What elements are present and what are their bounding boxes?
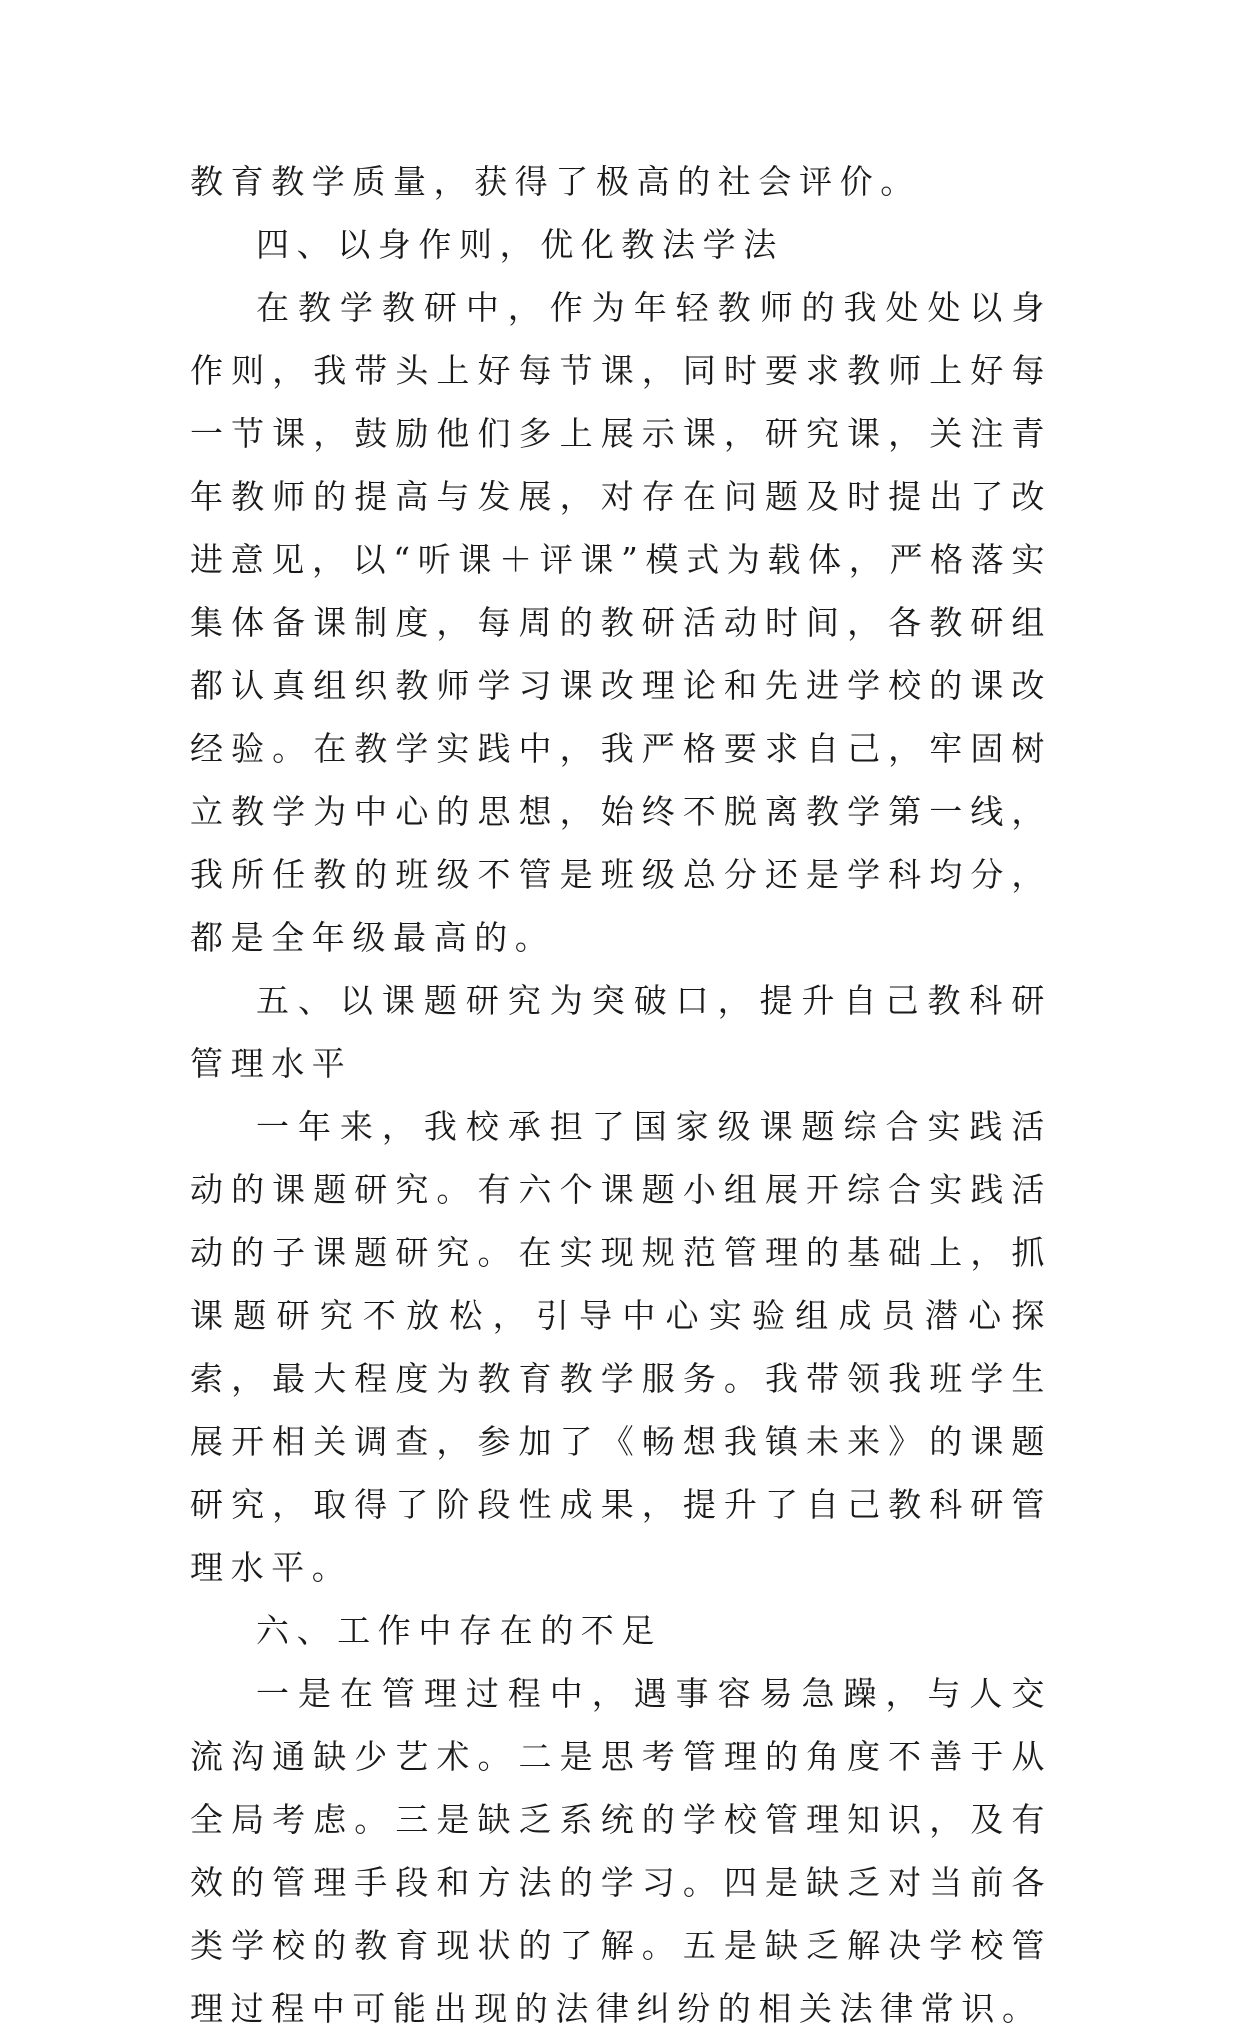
paragraph-continuation: 教育教学质量，获得了极高的社会评价。 [190, 162, 921, 201]
paragraph-project-research: 一年来，我校承担了国家级课题综合实践活动的课题研究。有六个课题小组展开综合实践活动的子课题研究。在实现规范管理的基础上，抓课题研究不放松，引导中心实验组成员潜心探索，最大程度为教育教学服务。我带领我班学生展开相关调查，参加了《畅想我镇未来》的课题研究，取得了阶段性成果，提升了自己教科研管理水平。 [190, 1107, 1052, 1587]
paragraph-shortcomings: 一是在管理过程中，遇事容易急躁，与人交流沟通缺少艺术。二是思考管理的角度不善于从全局考虑。三是缺乏系统的学校管理知识，及有效的管理手段和方法的学习。四是缺乏对当前各类学校的教育现状的了解。五是缺乏解决学校管理过程中可能出现的法律纠纷的相关法律常识。 [190, 1674, 1052, 2028]
section-heading-4: 四、以身作则，优化教法学法 [256, 225, 784, 264]
section-heading-5: 五、以课题研究为突破口，提升自己教科研管理水平 [190, 981, 1052, 1083]
section-heading-6: 六、工作中存在的不足 [256, 1611, 662, 1650]
paragraph-teaching-research: 在教学教研中，作为年轻教师的我处处以身作则，我带头上好每节课，同时要求教师上好每一节课，鼓励他们多上展示课，研究课，关注青年教师的提高与发展，对存在问题及时提出了改进意见，以“听课＋评课”模式为载体，严格落实集体备课制度，每周的教研活动时间，各教研组都认真组织教师学习课改理论和先进学校的课改经验。在教学实践中，我严格要求自己，牢固树立教学为中心的思想，始终不脱离教学第一线，我所任教的班级不管是班级总分还是学科均分，都是全年级最高的。 [190, 288, 1052, 957]
document-body [190, 150, 1052, 2040]
